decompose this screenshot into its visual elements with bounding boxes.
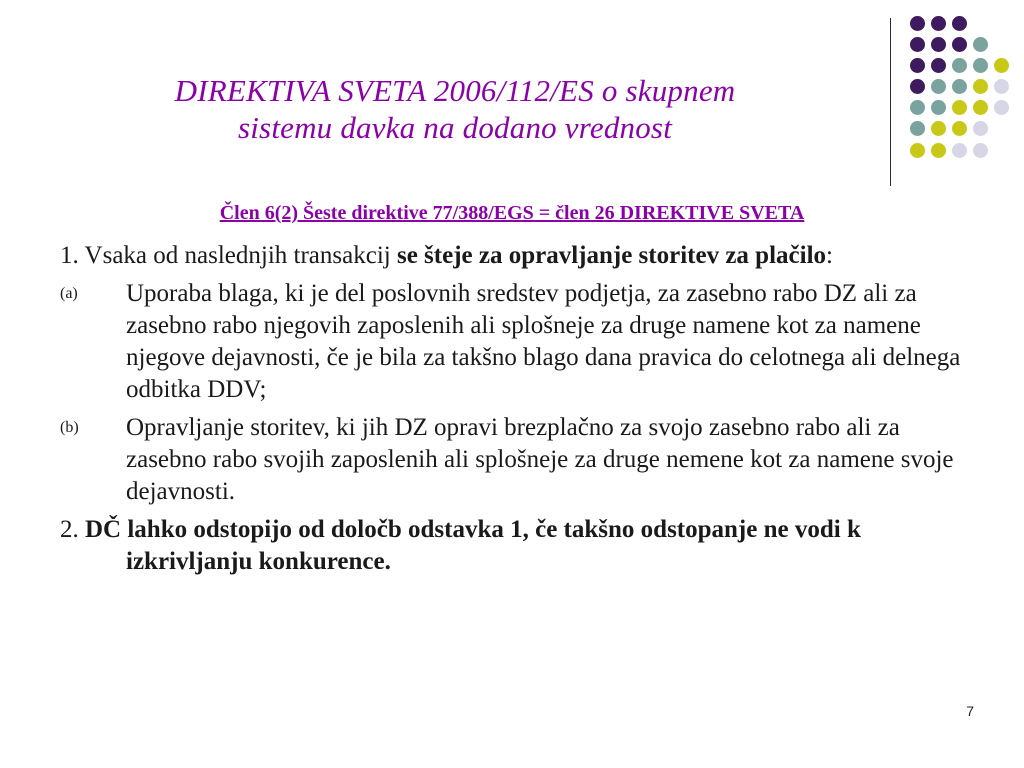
decorative-dot <box>952 79 967 94</box>
list-item-a-text: Uporaba blaga, ki je del poslovnih sredstev podjetja, za zasebno rabo DZ ali za zasebno rabo njegovih zaposlenih ali splošneje za druge namene kot za namene njegove dejavnosti, če je bila za takšno blago dana pravica do celotnega ali delnega odbitka DDV; <box>126 280 961 403</box>
decorative-dot <box>931 79 946 94</box>
decorative-dot <box>952 16 967 31</box>
decorative-dot <box>910 121 925 136</box>
decorative-dot-grid <box>0 0 1024 200</box>
decorative-dot <box>931 37 946 52</box>
list-marker-a: (a) <box>60 285 78 302</box>
decorative-dot <box>910 16 925 31</box>
decorative-dot <box>994 58 1009 73</box>
subtitle-text: Člen 6(2) Šeste direktive 77/388/EGS = člen 26 DIREKTIVE SVETA <box>219 202 805 224</box>
slide-title-line-1: DIREKTIVA SVETA 2006/112/ES o skupnem <box>174 73 736 108</box>
decorative-dot <box>973 37 988 52</box>
decorative-dot <box>952 121 967 136</box>
paragraph-1 <box>60 240 980 272</box>
decorative-dot <box>994 100 1009 115</box>
decorative-dot <box>973 121 988 136</box>
paragraph-2-prefix: 2. <box>60 516 85 543</box>
decorative-dot <box>973 100 988 115</box>
decorative-dot <box>931 58 946 73</box>
decorative-dot <box>910 79 925 94</box>
decorative-dot <box>910 58 925 73</box>
page-number: 7 <box>966 703 974 719</box>
slide-title-line-2: sistemu davka na dodano vrednost <box>237 110 673 145</box>
list-item-b-text: Opravljanje storitev, ki jih DZ opravi brezplačno za svojo zasebno rabo ali za zasebno rabo svojih zaposlenih ali splošneje za druge nemene kot za namene svoje dejavnosti. <box>126 414 954 505</box>
decorative-dot <box>994 79 1009 94</box>
decorative-dot <box>973 79 988 94</box>
decorative-dot <box>952 58 967 73</box>
decorative-dot <box>952 143 967 158</box>
decorative-dot <box>931 143 946 158</box>
list-marker-b: (b) <box>60 419 79 436</box>
decorative-dot <box>973 58 988 73</box>
slide-body <box>60 240 980 584</box>
decorative-dot <box>910 100 925 115</box>
decorative-dot <box>952 100 967 115</box>
decorative-dot <box>952 37 967 52</box>
decorative-dot <box>931 100 946 115</box>
list-item-b <box>60 412 980 508</box>
slide-subtitle <box>0 200 1024 226</box>
paragraph-1-suffix: : <box>826 242 833 269</box>
decorative-dot <box>910 143 925 158</box>
paragraph-2-bold: DČ lahko odstopijo od določb odstavka 1, če takšno odstopanje ne vodi k izkrivljanju konkurence. <box>85 516 861 575</box>
paragraph-2 <box>60 514 980 578</box>
decorative-dot <box>973 143 988 158</box>
decorative-dot <box>931 16 946 31</box>
paragraph-1-bold: se šteje za opravljanje storitev za plačilo <box>396 242 827 269</box>
decorative-dot <box>910 37 925 52</box>
decorative-dot <box>931 121 946 136</box>
paragraph-1-prefix: 1. Vsaka od naslednjih transakcij <box>60 242 397 269</box>
list-item-a <box>60 278 980 406</box>
